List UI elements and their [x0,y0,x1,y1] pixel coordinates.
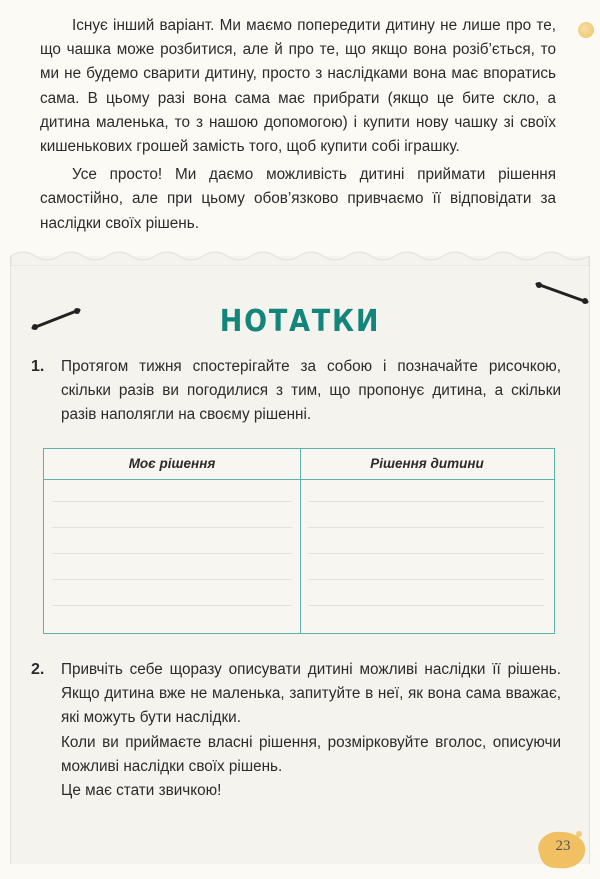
notes-card [10,256,590,864]
intro-paragraph-2: Усе просто! Ми даємо можливість дитині приймати рішення самостійно, але при цьому обов’язково привчаємо її відповідати за наслідки своїх рішень. [40,166,556,232]
table-row [52,579,292,580]
torn-edge-decoration [11,246,589,266]
task-1-number: 1. [31,358,45,375]
table-row [52,553,292,554]
table-row [52,527,292,528]
table-row [308,553,544,554]
column-header-child-decision: Рішення дитини [370,456,484,471]
task-1-text: Протягом тижня спостерігайте за собою і позначайте рисочкою, скільки разів ви погодилися з тим, що пропонує дитина, а скільки разів наполягли на своєму рішенні. [61,358,561,424]
table-row [308,527,544,528]
decorative-dot [578,22,594,38]
task-1 [31,355,561,428]
table-row [308,501,544,502]
table-row [52,501,292,502]
page-number-badge [531,826,589,872]
table-row [308,605,544,606]
notes-title: НОТАТКИ [219,304,381,339]
column-header-my-decision: Моє рішення [128,456,216,471]
task-2 [31,658,561,803]
intro-text [40,14,556,236]
binder-clip-icon [531,280,593,306]
table-row [52,605,292,606]
intro-paragraph-1: Існує інший варіант. Ми маємо попередити дитину не лише про те, що чашка може розбитися, але й про те, що якщо вона розіб’ється, то ми не будемо сварити дитину, просто з наслідками вона має впоратись сама. В цьому разі вона сама має прибрати (якщо це бите скло, а дитина маленька, то з нашою допомогою) і купити нову чашку зі своїх кишенькових грошей замість того, щоб купити собі іграшку. [40,17,556,156]
table-row [308,579,544,580]
task-2-line-1: Привчіть себе щоразу описувати дитині можливі наслідки її рішень. Якщо дитина вже не маленька, запитуйте в неї, як вона сама вважає, які можуть бути наслідки. [61,661,561,727]
task-2-line-3: Це має стати звичкою! [61,782,222,800]
page-number: 23 [555,838,571,854]
task-2-number: 2. [31,661,45,678]
tally-table [43,448,555,634]
task-2-line-2: Коли ви приймаєте власні рішення, розмірковуйте вголос, описуючи можливі наслідки своїх рішень. [61,733,561,775]
